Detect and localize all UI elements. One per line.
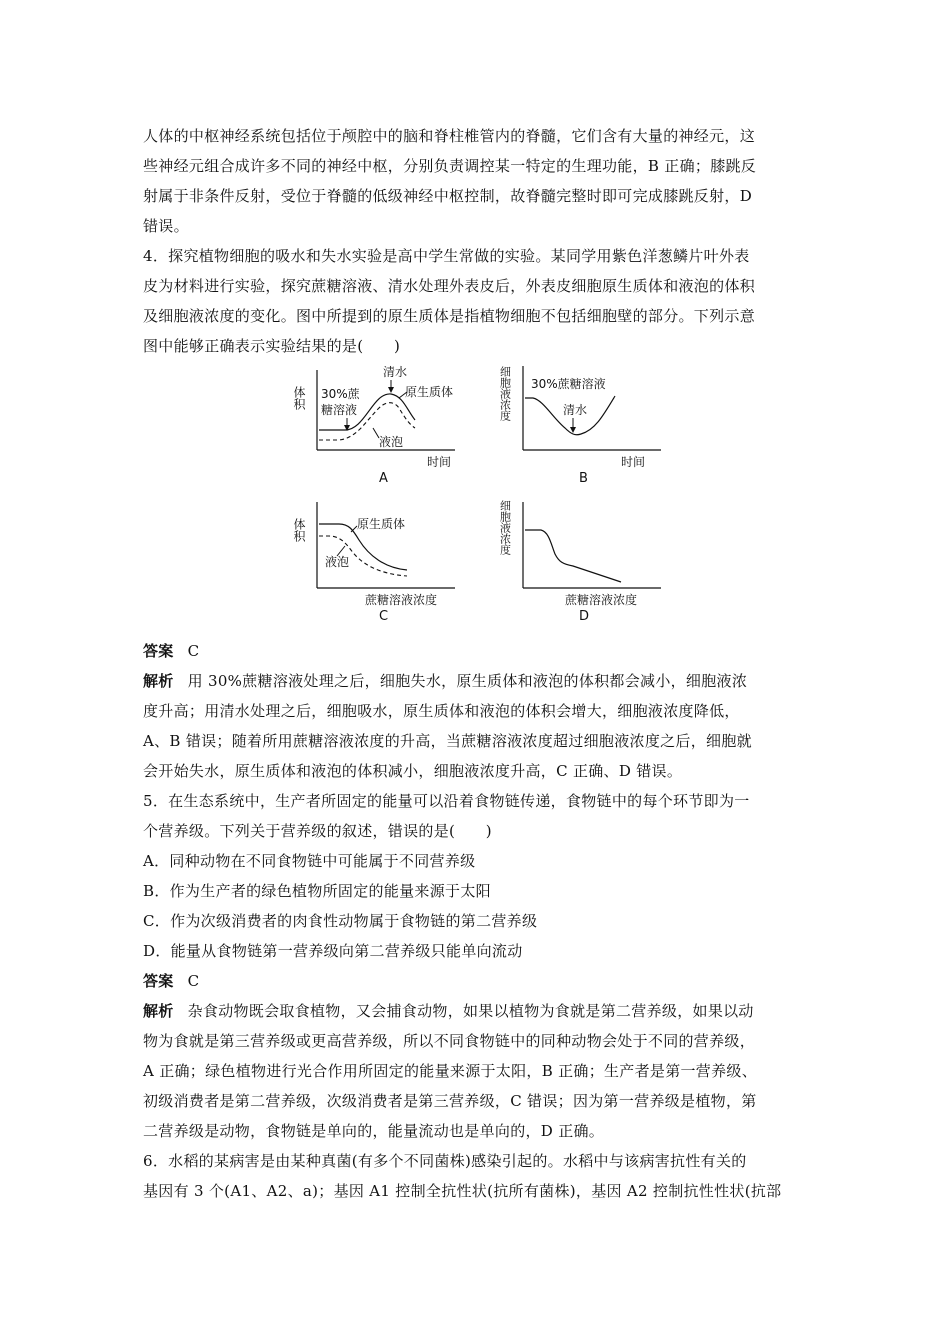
- option-c: C．作为次级消费者的肉食性动物属于食物链的第二营养级: [143, 912, 538, 930]
- x-axis-label: 时间: [621, 455, 646, 469]
- figure-b: [498, 358, 688, 488]
- analysis-row: [143, 1001, 813, 1021]
- text-line: 射属于非条件反射，受位于脊髓的低级神经中枢控制，故脊髓完整时即可完成膝跳反射，D: [143, 187, 753, 205]
- option-d: D．能量从食物链第一营养级向第二营养级只能单向流动: [143, 942, 523, 960]
- analysis-text: 用 30%蔗糖溶液处理之后，细胞失水，原生质体和液泡的体积都会减小，细胞液浓: [187, 672, 748, 690]
- figure-caption: A: [379, 471, 388, 486]
- answer-row: [143, 971, 813, 991]
- analysis-text: A、B 错误；随着所用蔗糖溶液浓度的升高，当蔗糖溶液浓度超过细胞液浓度之后，细胞就: [143, 732, 752, 750]
- y-axis-label: 细胞液浓度: [498, 500, 512, 555]
- text-line: 错误。: [143, 217, 189, 235]
- option-b: B．作为生产者的绿色植物所固定的能量来源于太阳: [143, 882, 491, 900]
- question-5-text: 5．在生态系统中，生产者所固定的能量可以沿着食物链传递，食物链中的每个环节即为一: [143, 792, 750, 810]
- figure-caption: C: [379, 609, 389, 624]
- question-6-text: 6．水稻的某病害是由某种真菌(有多个不同菌株)感染引起的。水稻中与该病害抗性有关的: [143, 1152, 747, 1170]
- analysis-label: 解析: [143, 1002, 174, 1020]
- x-axis-label: 蔗糖溶液浓度: [365, 593, 438, 607]
- answer-row: [143, 641, 813, 661]
- label-water: 清水: [383, 365, 408, 379]
- figure-a: [292, 358, 480, 488]
- label-sucrose: 30%蔗: [321, 387, 360, 401]
- option-a: A．同种动物在不同食物链中可能属于不同营养级: [143, 852, 476, 870]
- analysis-text: A 正确；绿色植物进行光合作用所固定的能量来源于太阳，B 正确；生产者是第一营养级、: [143, 1062, 757, 1080]
- analysis-text: 杂食动物既会取食植物，又会捕食动物，如果以植物为食就是第二营养级，如果以动: [187, 1002, 754, 1020]
- label-vacuole: 液泡: [325, 555, 350, 569]
- label-vacuole: 液泡: [379, 435, 404, 449]
- figure-d: [498, 496, 688, 626]
- question-4-text: 及细胞液浓度的变化。图中所提到的原生质体是指植物细胞不包括细胞壁的部分。下列示意: [143, 307, 756, 325]
- figure-caption: B: [579, 471, 588, 486]
- label-water: 清水: [563, 403, 588, 417]
- label-sucrose: 30%蔗糖溶液: [531, 377, 606, 391]
- question-4-text: 皮为材料进行实验，探究蔗糖溶液、清水处理外表皮后，外表皮细胞原生质体和液泡的体积: [143, 277, 756, 295]
- analysis-text: 物为食就是第三营养级或更高营养级，所以不同食物链中的同种动物会处于不同的营养级，: [143, 1032, 756, 1050]
- concentration-curve: [525, 530, 621, 582]
- text-line: 人体的中枢神经系统包括位于颅腔中的脑和脊柱椎管内的脊髓，它们含有大量的神经元，这: [143, 127, 756, 145]
- analysis-text: 会开始失水，原生质体和液泡的体积减小，细胞液浓度升高，C 正确、D 错误。: [143, 762, 683, 780]
- answer-value: C: [187, 642, 200, 660]
- question-6-text: 基因有 3 个(A1、A2、a)；基因 A1 控制全抗性状(抗所有菌株)，基因 A2 控制抗性性状(抗部: [143, 1182, 782, 1200]
- figure-caption: D: [579, 609, 590, 624]
- label-sucrose: 糖溶液: [321, 403, 358, 417]
- answer-value: C: [187, 972, 200, 990]
- analysis-text: 二营养级是动物，食物链是单向的，能量流动也是单向的，D 正确。: [143, 1122, 605, 1140]
- x-axis-label: 时间: [427, 455, 452, 469]
- pointer-line: [373, 428, 379, 438]
- y-axis-label: 体积: [292, 386, 306, 410]
- answer-label: 答案: [143, 642, 174, 660]
- analysis-row: [143, 671, 813, 691]
- y-axis-label: 细胞液浓度: [498, 366, 512, 421]
- question-5-text: 个营养级。下列关于营养级的叙述，错误的是( ): [143, 822, 492, 840]
- question-4-text: 图中能够正确表示实验结果的是( ): [143, 337, 401, 355]
- y-axis-label: 体积: [292, 518, 306, 542]
- question-4-text: 4．探究植物细胞的吸水和失水实验是高中学生常做的实验。某同学用紫色洋葱鳞片叶外表: [143, 247, 750, 265]
- x-axis-label: 蔗糖溶液浓度: [565, 593, 638, 607]
- text-line: 些神经元组合成许多不同的神经中枢，分别负责调控某一特定的生理功能，B 正确；膝跳反: [143, 157, 757, 175]
- figure-c: [292, 496, 480, 626]
- answer-label: 答案: [143, 972, 174, 990]
- analysis-text: 度升高；用清水处理之后，细胞吸水，原生质体和液泡的体积会增大，细胞液浓度降低，: [143, 702, 740, 720]
- analysis-label: 解析: [143, 672, 174, 690]
- label-protoplast: 原生质体: [405, 385, 454, 399]
- analysis-text: 初级消费者是第二营养级，次级消费者是第三营养级，C 错误；因为第一营养级是植物，第: [143, 1092, 757, 1110]
- label-protoplast: 原生质体: [357, 517, 406, 531]
